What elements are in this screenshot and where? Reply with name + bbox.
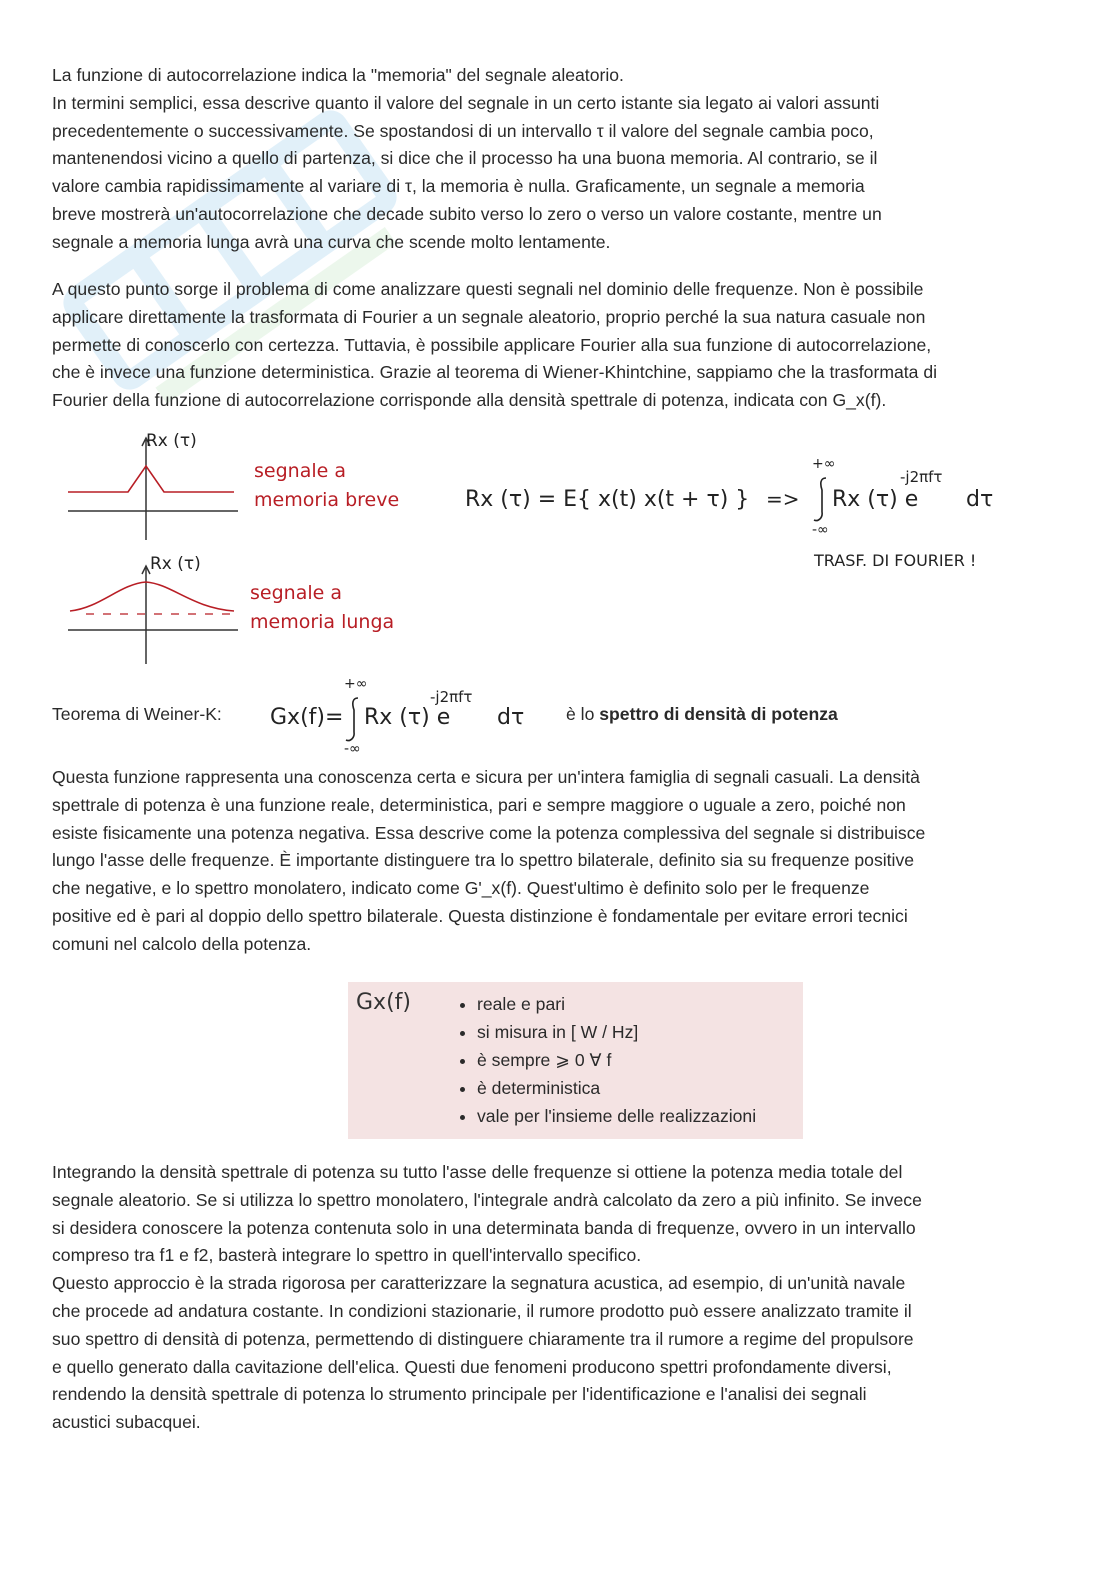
list-item: • reale e pari	[477, 990, 756, 1018]
text-line: Questo approccio è la strada rigorosa per caratterizzare la segnatura acustica, ad esempio, di un'unità navale	[52, 1273, 906, 1294]
text-line: Fourier della funzione di autocorrelazione corrisponde alla densità spettrale di potenza, indicata con G_x(f).	[52, 390, 887, 411]
autocorrelation-formula	[465, 456, 993, 570]
theorem-desc-bold: spettro di densità di potenza	[599, 704, 838, 724]
summary-symbol: Gx(f)	[356, 990, 411, 1015]
text-line: che negative, e lo spettro monolatero, indicato come G'_x(f). Quest'ultimo è definito solo per le frequenze	[52, 878, 870, 899]
integral-lower: -∞	[812, 522, 829, 538]
list-item: • è deterministica	[477, 1074, 756, 1102]
text-line: compreso tra f1 e f2, basterà integrare lo spettro in quell'intervallo specifico.	[52, 1245, 642, 1266]
theorem-integrand: Rx (τ) e	[364, 705, 451, 730]
text-line: si desidera conoscere la potenza contenuta solo in una determinata banda di frequenze, ovvero in un intervallo	[52, 1217, 916, 1238]
text-line: Integrando la densità spettrale di potenza su tutto l'asse delle frequenze si ottiene la potenza media totale del	[52, 1162, 903, 1182]
text-line: segnale a memoria lunga avrà una curva che scende molto lentamente.	[52, 231, 611, 252]
short-memory-graph	[68, 431, 399, 540]
text-line: Questa funzione rappresenta una conoscenza certa e sicura per un'intera famiglia di segnali casuali. La densità	[52, 767, 920, 787]
list-item: • è sempre ⩾ 0 ∀ f	[477, 1046, 756, 1074]
theorem-desc-prefix: è lo	[566, 704, 600, 724]
short-memory-label: memoria breve	[254, 489, 400, 511]
handwritten-sketch	[0, 0, 1116, 760]
text-line: spettrale di potenza è una funzione reale, deterministica, pari e sempre maggiore o uguale a zero, poiché non	[52, 794, 906, 815]
summary-list	[443, 990, 756, 1130]
text-line: permette di conoscerlo con certezza. Tuttavia, è possibile applicare Fourier alla sua funzione di autocorrelazione,	[52, 334, 932, 355]
formula-text: Rx (τ) = E{ x(t) x(t + τ) }	[465, 487, 750, 512]
long-memory-graph	[68, 554, 394, 664]
text-line: segnale aleatorio. Se si utilizza lo spettro monolatero, l'integrale andrà calcolato da zero a più infinito. Se invece	[52, 1189, 922, 1210]
exponent: -j2πfτ	[900, 468, 943, 486]
axis-label: Rx (τ)	[146, 431, 197, 451]
text-line: acustici subacquei.	[52, 1412, 201, 1433]
differential: dτ	[966, 487, 994, 512]
short-memory-label: segnale a	[254, 460, 346, 482]
text-line: comuni nel calcolo della potenza.	[52, 933, 312, 954]
long-memory-label: memoria lunga	[250, 611, 395, 633]
text-line: mantenendosi vicino a quello di partenza, si dice che il processo ha una buona memoria. Al contrario, se il	[52, 148, 878, 169]
text-line: suo spettro di densità di potenza, permettendo di distinguere chiaramente tra il rumore a regime del propulsore	[52, 1328, 914, 1349]
implies-arrow: =>	[766, 487, 800, 511]
text-line: rendendo la densità spettrale di potenza lo strumento principale per l'identificazione e l'analisi dei segnali	[52, 1384, 867, 1405]
text-line: che è invece una funzione deterministica. Grazie al teorema di Wiener-Khintchine, sappiamo che la trasformata di	[52, 362, 938, 383]
integral-upper: +∞	[812, 456, 836, 472]
axis-label: Rx (τ)	[150, 554, 201, 574]
list-item: • vale per l'insieme delle realizzazioni	[477, 1102, 756, 1130]
paragraph-psd-properties	[52, 764, 1072, 959]
text-line: valore cambia rapidissimamente al variare di τ, la memoria è nulla. Graficamente, un segnale a memoria	[52, 176, 865, 197]
long-memory-label: segnale a	[250, 582, 342, 604]
theorem-lhs: Gx(f)=	[270, 705, 344, 730]
text-line: precedentemente o successivamente. Se spostandosi di un intervallo τ il valore del segnale cambia poco,	[52, 120, 874, 141]
text-line: che procede ad andatura costante. In condizioni stazionarie, il rumore prodotto può essere analizzato tramite il	[52, 1300, 912, 1321]
theorem-lower: -∞	[344, 741, 361, 757]
text-line: applicare direttamente la trasformata di Fourier a un segnale aleatorio, proprio perché la sua natura casuale non	[52, 306, 926, 327]
paragraph-power-integration	[52, 1159, 1072, 1437]
theorem-label: Teorema di Weiner-K:	[52, 704, 222, 724]
text-line: e quello generato dalla cavitazione dell'elica. Questi due fenomeni producono spettri profondamente diversi,	[52, 1356, 892, 1377]
theorem-upper: +∞	[344, 676, 368, 692]
text-line: La funzione di autocorrelazione indica la "memoria" del segnale aleatorio.	[52, 65, 624, 85]
text-line: In termini semplici, essa descrive quanto il valore del segnale in un certo istante sia legato ai valori assunti	[52, 92, 880, 113]
text-line: A questo punto sorge il problema di come analizzare questi segnali nel dominio delle frequenze. Non è possibile	[52, 279, 924, 299]
text-line: lungo l'asse delle frequenze. È importante distinguere tra lo spettro bilaterale, definito sia su frequenze positive	[52, 850, 915, 871]
theorem-exponent: -j2πfτ	[430, 688, 473, 706]
list-item: • si misura in [ W / Hz]	[477, 1018, 756, 1046]
integrand: Rx (τ) e	[832, 487, 919, 512]
text-line: positive ed è pari al doppio dello spettro bilaterale. Questa distinzione è fondamentale per evitare errori tecnici	[52, 905, 908, 926]
summary-box	[348, 982, 803, 1139]
theorem-formula	[270, 676, 524, 757]
theorem-description	[566, 704, 838, 725]
text-line: breve mostrerà un'autocorrelazione che decade subito verso lo zero o verso un valore costante, mentre un	[52, 203, 882, 224]
text-line: esiste fisicamente una potenza negativa. Essa descrive come la potenza complessiva del segnale si distribuisce	[52, 822, 926, 843]
theorem-differential: dτ	[497, 705, 525, 730]
fourier-note: TRASF. DI FOURIER !	[814, 551, 977, 570]
